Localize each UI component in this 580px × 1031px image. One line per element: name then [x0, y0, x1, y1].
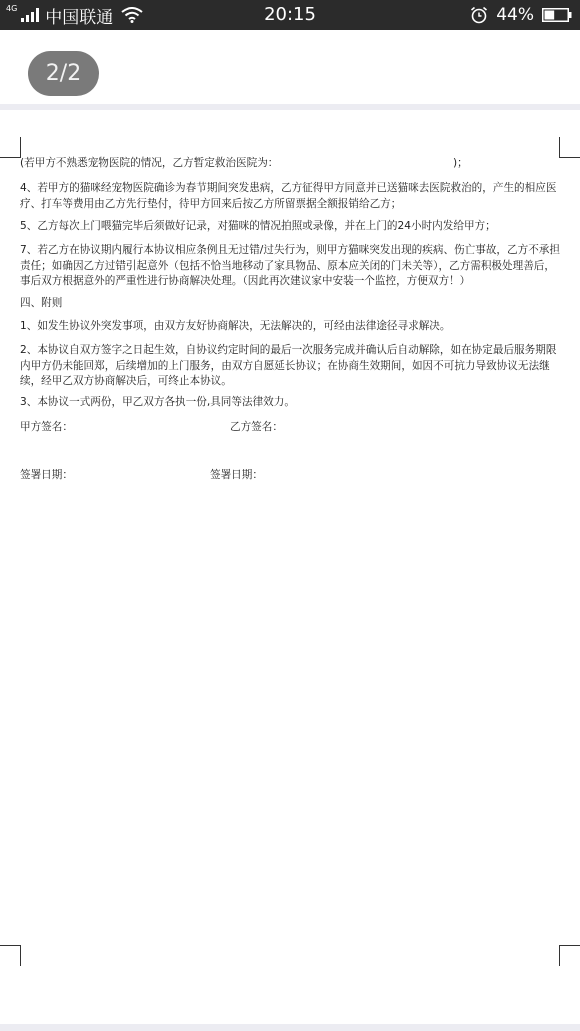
page-indicator: 2/2 [28, 51, 99, 96]
clause-5: 5、乙方每次上门喂猫完毕后须做好记录，对猫咪的情况拍照或录像，并在上门的24小时内发给甲方； [20, 220, 496, 232]
document-page[interactable] [0, 110, 580, 1024]
appendix-3: 3、本协议一式两份，甲乙双方各执一份,具同等法律效力。 [20, 396, 295, 408]
appendix-2: 2、本协议自双方签字之日起生效，自协议约定时间的最后一次服务完成并确认后自动解除，如在协定最后服务期限内甲方仍未能回郑，后续增加的上门服务，由双方自愿延长协议；在协商生效期间，如因不可抗力导致协议无法继续，经甲乙双方协商解决后，可终止本协议。 [20, 344, 557, 387]
hospital-line [20, 156, 560, 172]
sign-date-b-label: 签署日期： [210, 469, 263, 481]
section-4-title: 四、附则 [20, 297, 63, 309]
crop-mark-bottom-left [0, 945, 21, 966]
crop-mark-bottom-right [559, 945, 580, 966]
hospital-line-prefix: (若甲方不熟悉宠物医院的情况，乙方暂定救治医院为： [20, 157, 279, 169]
battery-icon [542, 8, 572, 22]
battery-percent: 44% [496, 5, 534, 25]
status-time: 20:15 [264, 4, 316, 25]
viewer-header [0, 30, 580, 105]
status-right [470, 0, 572, 30]
appendix-1: 1、如发生协议外突发事项，由双方友好协商解决，无法解决的，可经由法律途径寻求解决。 [20, 320, 451, 332]
clause-7: 7、若乙方在协议期内履行本协议相应条例且无过错/过失行为，则甲方猫咪突发出现的疾病、伤亡事故，乙方不承担责任；如确因乙方过错引起意外（包括不恰当地移动了家具物品、原本应关闭的门未关等），乙方需积极处理善后，事后双方根据意外的严重性进行协商解决处理。（因此再次建议家中安装一个监控，方便双方！） [20, 244, 560, 287]
network-type-label: 4G [6, 4, 18, 13]
alarm-icon [470, 6, 488, 24]
crop-mark-top-left [0, 137, 21, 158]
status-bar [0, 0, 580, 30]
page-bottom-separator [0, 1024, 580, 1031]
hospital-line-suffix: )； [453, 157, 468, 169]
sign-date-a-label: 签署日期： [20, 469, 73, 481]
crop-mark-top-right [559, 137, 580, 158]
party-a-signature-label: 甲方签名： [20, 421, 73, 433]
party-b-signature-label: 乙方签名： [230, 421, 283, 433]
carrier-name: 中国联通 [45, 7, 114, 28]
clause-4: 4、若甲方的猫咪经宠物医院确诊为春节期间突发患病，乙方征得甲方同意并已送猫咪去医院救治的，产生的相应医疗、打车等费用由乙方先行垫付，待甲方回来后按乙方所留票据全额报销给乙方； [20, 182, 557, 210]
